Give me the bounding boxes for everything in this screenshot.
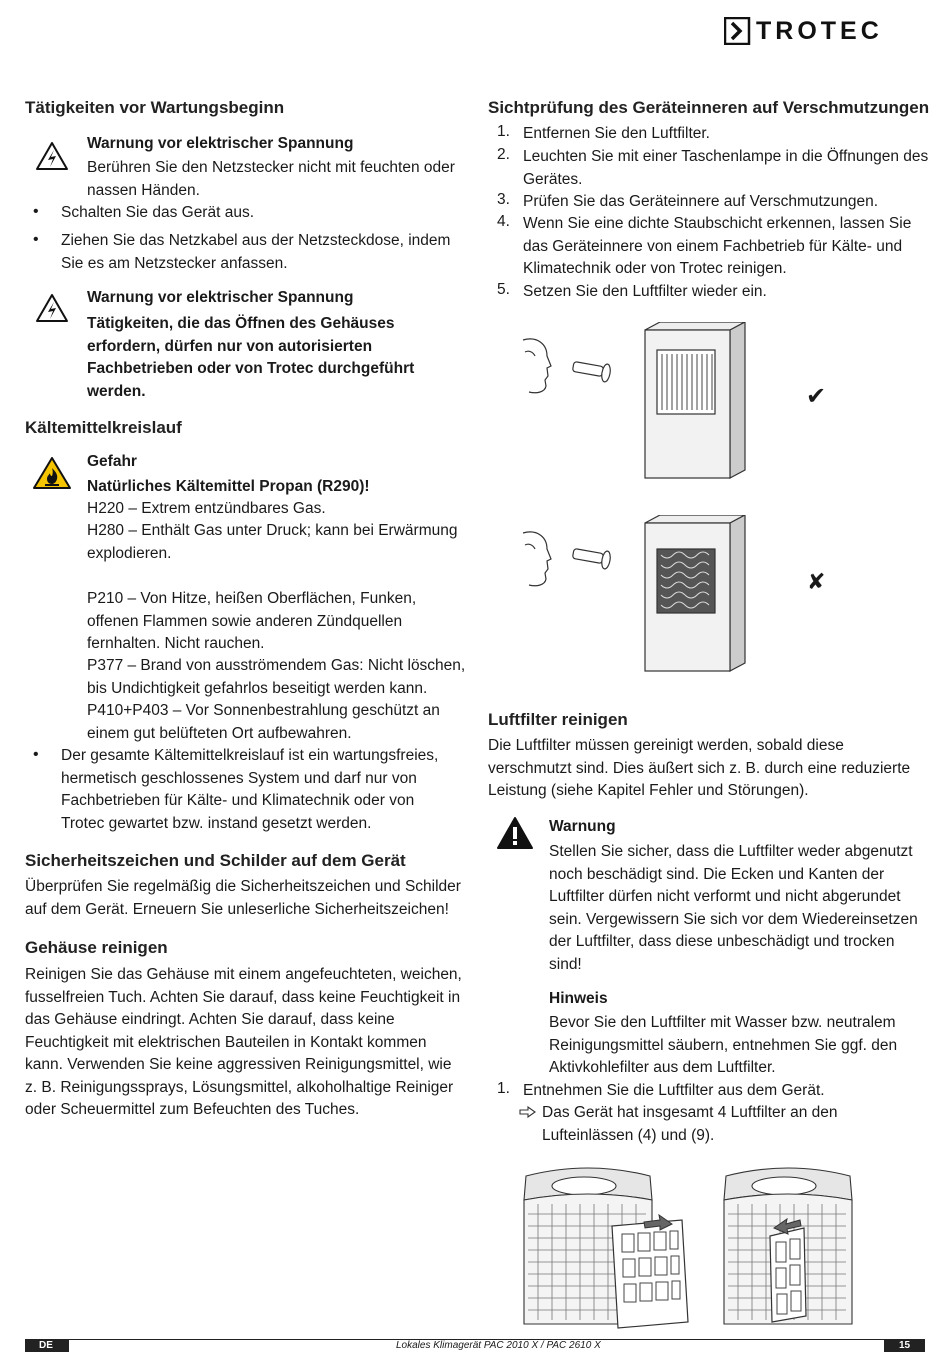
precaution-p210: P210 – Von Hitze, heißen Oberflächen, Funken, offenen Flammen sowie anderen Zündquellen fernhalten. Nicht rauchen. [87, 590, 417, 652]
face-profile-icon [523, 339, 551, 393]
step-number: 3. [497, 191, 510, 208]
logo-text: TROTEC [756, 17, 883, 45]
step-number: 5. [497, 281, 510, 298]
step-number: 1. [497, 1080, 510, 1097]
footer-page-badge [884, 1339, 925, 1352]
device-right [724, 1168, 852, 1324]
result-text: Das Gerät hat insgesamt 4 Luftfilter an den Lufteinlässen (4) und (9). [542, 1104, 838, 1144]
section-title-refrigerant: Kältemittelkreislauf [25, 418, 182, 437]
air-filter-intro: Die Luftfilter müssen gereinigt werden, sobald diese verschmutzt sind. Dies äußert sich z. B. durch eine reduzierte Leistung (siehe Kapitel Fehler und Störungen). [488, 737, 911, 799]
device-dirty [645, 515, 745, 671]
step-text-remove-filter: Entnehmen Sie die Luftfilter aus dem Gerät. [523, 1082, 825, 1099]
bullet-text-1: Schalten Sie das Gerät aus. [61, 204, 255, 221]
step-number: 1. [497, 123, 510, 140]
precaution-p410: P410+P403 – Vor Sonnenbestrahlung geschützt an einem gut belüfteten Ort aufbewahren. [87, 702, 440, 742]
page-number: 15 [898, 1340, 911, 1351]
cross-mark-icon: ✘ [807, 570, 826, 595]
housing-cleaning-text: Reinigen Sie das Gehäuse mit einem angefeuchteten, weichen, fusselfreien Tuch. Achten Sie darauf, dass keine Feuchtigkeit in das Gehäuse eindringt. Achten Sie darauf, dass keine Feuchtigkeit mit elektrischen Bauteilen in Kontakt kommen kann. Verwenden Sie keine aggressiven Reinigungsmittel, wie z. B. Reinigungssprays, Lösungsmittel, alkoholhaltige Reiniger oder Scheuermittel zum Befeuchten des Tuches. [25, 966, 462, 1118]
section-title-safety-signs: Sicherheitszeichen und Schilder auf dem Gerät [25, 851, 406, 870]
bullet-icon: • [33, 203, 39, 220]
danger-subtitle: Natürliches Kältemittel Propan (R290)! [87, 478, 370, 495]
flashlight-icon [572, 361, 611, 382]
bullet-icon: • [33, 746, 39, 763]
hazard-h220: H220 – Extrem entzündbares Gas. [87, 500, 326, 517]
safety-signs-text: Überprüfen Sie regelmäßig die Sicherheitszeichen und Schilder auf dem Gerät. Erneuern Sie unleserliche Sicherheitszeichen! [25, 878, 461, 918]
bullet-icon: • [33, 231, 39, 248]
step-text: Entfernen Sie den Luftfilter. [523, 125, 710, 142]
step-number: 4. [497, 213, 510, 230]
warning-text-filter: Stellen Sie sicher, dass die Luftfilter weder abgenutzt noch beschädigt sind. Die Ecken und Kanten der Luftfilter dürfen nicht verformt und nicht abgerundet sein. Vergewissern Sie sich vor dem Wiedereinsetzen der Luftfilter, dass diese unbeschädigt und trocken sind! [549, 843, 918, 973]
warning-title-1: Warnung vor elektrischer Spannung [87, 135, 354, 152]
device-clean [645, 322, 745, 478]
step-text: Setzen Sie den Luftfilter wieder ein. [523, 283, 767, 300]
warning-text-1: Berühren Sie den Netzstecker nicht mit feuchten oder nassen Händen. [87, 159, 455, 199]
inspection-dirty-illustration [515, 515, 815, 675]
footer-lang: DE [39, 1340, 53, 1351]
face-profile-icon [523, 532, 551, 586]
step-text: Prüfen Sie das Geräteinnere auf Verschmutzungen. [523, 193, 878, 210]
brand-logo [724, 17, 926, 45]
footer-lang-badge [25, 1339, 69, 1352]
electric-warning-icon [35, 141, 69, 171]
filter-removal-illustration [518, 1164, 863, 1334]
footer-doc-title: Lokales Klimagerät PAC 2010 X / PAC 2610 X [396, 1340, 601, 1351]
flammable-danger-icon [32, 456, 72, 490]
electric-warning-icon [35, 293, 69, 323]
inspection-clean-illustration [515, 322, 815, 482]
section-title-maintenance-prep: Tätigkeiten vor Wartungsbeginn [25, 98, 285, 117]
filter-left [612, 1220, 688, 1328]
warning-title-filter: Warnung [549, 818, 616, 835]
check-mark-icon: ✔ [806, 382, 827, 410]
hint-title: Hinweis [549, 990, 608, 1007]
hazard-h280: H280 – Enthält Gas unter Druck; kann bei Erwärmung explodieren. [87, 522, 458, 562]
section-title-housing-cleaning: Gehäuse reinigen [25, 938, 168, 957]
step-text: Wenn Sie eine dichte Staubschicht erkennen, lassen Sie das Geräteinnere von einem Fachbetrieb für Kälte- und Klimatechnik oder von Trotec reinigen. [523, 215, 912, 277]
step-number: 2. [497, 146, 510, 163]
hint-text: Bevor Sie den Luftfilter mit Wasser bzw. neutralem Reinigungsmittel säubern, entnehmen Sie ggf. den Aktivkohlefilter aus dem Luftfilter. [549, 1014, 898, 1076]
warning-text-2: Tätigkeiten, die das Öffnen des Gehäuses erfordern, dürfen nur von autorisierten Fachbetrieben oder von Trotec durchgeführt werden. [87, 315, 415, 400]
danger-title: Gefahr [87, 453, 137, 470]
bullet-text-2: Ziehen Sie das Netzkabel aus der Netzsteckdose, indem Sie es am Netzstecker anfassen. [61, 232, 451, 272]
section-title-visual-inspection: Sichtprüfung des Geräteinneren auf Verschmutzungen [488, 98, 930, 117]
section-title-air-filter-cleaning: Luftfilter reinigen [488, 710, 628, 729]
general-warning-icon [496, 816, 534, 850]
warning-title-2: Warnung vor elektrischer Spannung [87, 289, 354, 306]
precaution-p377: P377 – Brand von ausströmendem Gas: Nicht löschen, bis Undichtigkeit gefahrlos beseitigt werden kann. [87, 657, 466, 697]
bullet-text-3: Der gesamte Kältemittelkreislauf ist ein wartungsfreies, hermetisch geschlossenes System und darf nur von Fachbetrieben für Kälte- und Klimatechnik oder von Trotec gewartet bzw. instand gesetzt werden. [61, 747, 439, 832]
step-text: Leuchten Sie mit einer Taschenlampe in die Öffnungen des Gerätes. [523, 148, 929, 188]
result-arrow-icon [519, 1106, 537, 1118]
flashlight-icon [572, 548, 611, 569]
